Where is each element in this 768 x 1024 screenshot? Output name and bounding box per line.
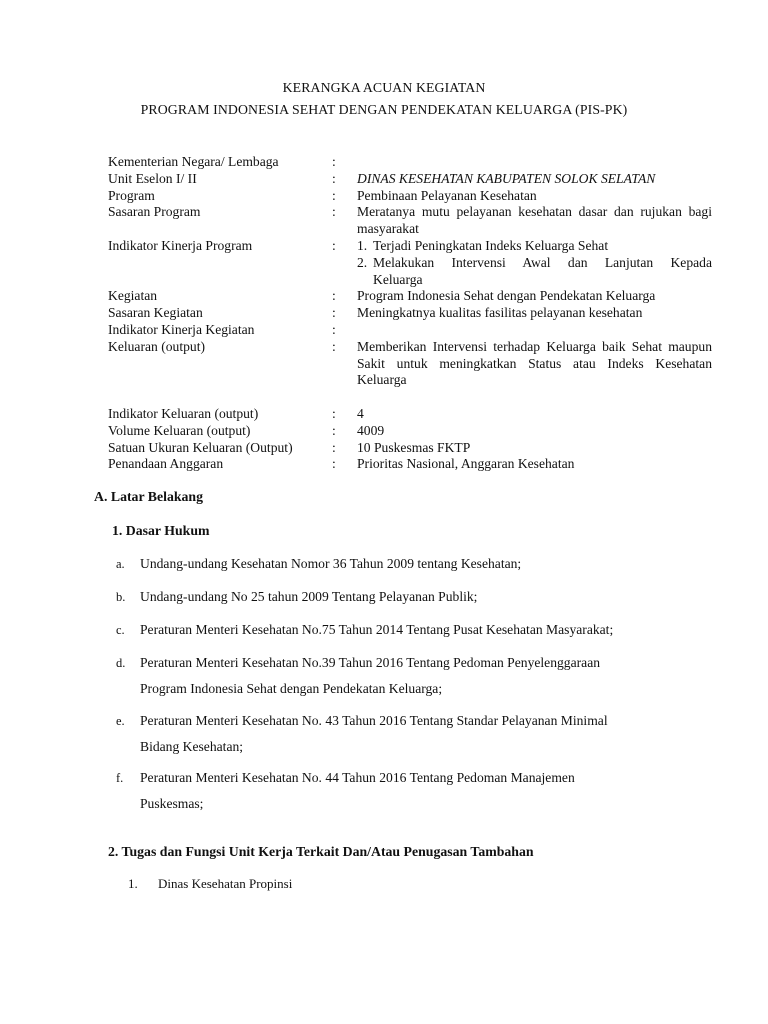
law-text: Peraturan Menteri Kesehatan No. 44 Tahun 2016 Tentang Pedoman Manajemen — [140, 770, 575, 785]
info-colon: : — [332, 170, 336, 186]
info-row-satuan-ukuran — [108, 440, 712, 457]
info-colon: : — [332, 154, 336, 169]
info-label: Indikator Kinerja Kegiatan — [108, 321, 255, 337]
law-text-continued: Program Indonesia Sehat dengan Pendekatan Keluarga; — [140, 681, 443, 696]
info-value: Memberikan Intervensi terhadap Keluarga baik Sehat maupun Sakit untuk meningkatkan Status atau Indeks Kesehatan Keluarga — [357, 338, 712, 388]
info-colon: : — [332, 305, 336, 321]
indicator-text: Melakukan Intervensi Awal dan Lanjutan Kepada — [373, 254, 712, 270]
law-text-continued: Bidang Kesehatan; — [140, 739, 244, 754]
law-item — [116, 708, 676, 760]
info-label: Kegiatan — [108, 288, 158, 304]
info-value: 10 Puskesmas FKTP — [357, 439, 471, 455]
law-item — [116, 584, 676, 610]
info-colon: : — [332, 405, 336, 421]
info-colon: : — [332, 456, 336, 472]
info-label: Sasaran Kegiatan — [108, 305, 203, 321]
info-row-sasaran-program — [108, 204, 712, 238]
info-value: Meratanya mutu pelayanan kesehatan dasar dan rujukan bagi masyarakat — [357, 204, 712, 237]
law-text: Undang-undang Kesehatan Nomor 36 Tahun 2009 tentang Kesehatan; — [140, 556, 522, 571]
info-label: Indikator Keluaran (output) — [108, 405, 259, 421]
info-colon: : — [332, 321, 336, 337]
info-row-program — [108, 188, 712, 205]
info-label: Program — [108, 187, 155, 203]
info-label: Satuan Ukuran Keluaran (Output) — [108, 439, 293, 455]
section-heading-tugas-fungsi: 2. Tugas dan Fungsi Unit Kerja Terkait Dan/Atau Penugasan Tambahan — [108, 844, 534, 859]
sub-list-item — [128, 876, 292, 892]
info-row-indikator-kinerja-kegiatan — [108, 322, 712, 339]
indicator-number: 2. — [357, 254, 368, 270]
law-marker: b. — [116, 590, 126, 604]
law-marker: d. — [116, 656, 126, 670]
info-value: DINAS KESEHATAN KABUPATEN SOLOK SELATAN — [357, 170, 656, 186]
info-row-kementerian — [108, 154, 712, 171]
law-text: Peraturan Menteri Kesehatan No. 43 Tahun 2016 Tentang Standar Pelayanan Minimal — [140, 713, 608, 728]
info-value — [357, 238, 712, 288]
indicator-item-continued — [357, 272, 712, 289]
law-item — [116, 650, 676, 702]
info-value: Meningkatnya kualitas fasilitas pelayanan kesehatan — [357, 305, 643, 321]
info-value: Program Indonesia Sehat dengan Pendekatan Keluarga — [357, 288, 656, 304]
info-label: Unit Eselon I/ II — [108, 170, 197, 186]
info-row-indikator-kinerja-program — [108, 238, 712, 288]
indicator-item — [357, 238, 712, 255]
law-marker: a. — [116, 557, 125, 571]
info-value: Prioritas Nasional, Anggaran Kesehatan — [357, 456, 575, 472]
info-label: Indikator Kinerja Program — [108, 237, 253, 253]
info-row-penandaan-anggaran — [108, 456, 712, 473]
indicator-text: Keluarga — [373, 271, 423, 287]
sub-list-number: 1. — [128, 876, 138, 891]
info-row-volume-keluaran — [108, 423, 712, 440]
info-row-kegiatan — [108, 288, 712, 305]
law-item — [116, 551, 676, 577]
info-colon: : — [332, 237, 336, 253]
info-value: Pembinaan Pelayanan Kesehatan — [357, 187, 537, 203]
section-heading-latar-belakang: A. Latar Belakang — [94, 489, 203, 504]
info-colon: : — [332, 187, 336, 203]
info-colon: : — [332, 439, 336, 455]
law-text: Undang-undang No 25 tahun 2009 Tentang Pelayanan Publik; — [140, 589, 478, 604]
document-title: KERANGKA ACUAN KEGIATAN — [282, 80, 486, 95]
law-marker: c. — [116, 623, 125, 637]
info-value — [357, 322, 712, 339]
info-colon: : — [332, 338, 336, 354]
info-row-sasaran-kegiatan — [108, 305, 712, 322]
info-value: 4009 — [357, 422, 385, 438]
info-row-unit-eselon — [108, 171, 712, 188]
document-subtitle: PROGRAM INDONESIA SEHAT DENGAN PENDEKATAN KELUARGA (PIS-PK) — [140, 102, 628, 117]
law-marker: f. — [116, 771, 124, 785]
law-text: Peraturan Menteri Kesehatan No.39 Tahun 2016 Tentang Pedoman Penyelenggaraan — [140, 655, 601, 670]
law-text: Peraturan Menteri Kesehatan No.75 Tahun 2014 Tentang Pusat Kesehatan Masyarakat; — [140, 622, 614, 637]
info-label: Penandaan Anggaran — [108, 456, 224, 472]
info-colon: : — [332, 204, 336, 220]
section-heading-dasar-hukum: 1. Dasar Hukum — [112, 523, 210, 538]
law-item — [116, 765, 676, 817]
info-row-indikator-keluaran — [108, 406, 712, 423]
info-label: Kementerian Negara/ Lembaga — [108, 154, 279, 169]
law-item — [116, 617, 716, 643]
info-label: Volume Keluaran (output) — [108, 422, 251, 438]
info-value: 4 — [357, 405, 364, 421]
info-colon: : — [332, 288, 336, 304]
indicator-text: Terjadi Peningkatan Indeks Keluarga Sehat — [373, 237, 609, 253]
info-table — [108, 154, 712, 473]
indicator-number: 1. — [357, 237, 368, 253]
law-text-continued: Puskesmas; — [140, 796, 204, 811]
sub-list-text: Dinas Kesehatan Propinsi — [158, 876, 293, 891]
info-label: Keluaran (output) — [108, 338, 206, 354]
info-row-keluaran — [108, 339, 712, 389]
indicator-item — [357, 255, 712, 272]
info-colon: : — [332, 422, 336, 438]
info-label: Sasaran Program — [108, 204, 201, 220]
info-value — [357, 154, 712, 171]
law-marker: e. — [116, 714, 125, 728]
